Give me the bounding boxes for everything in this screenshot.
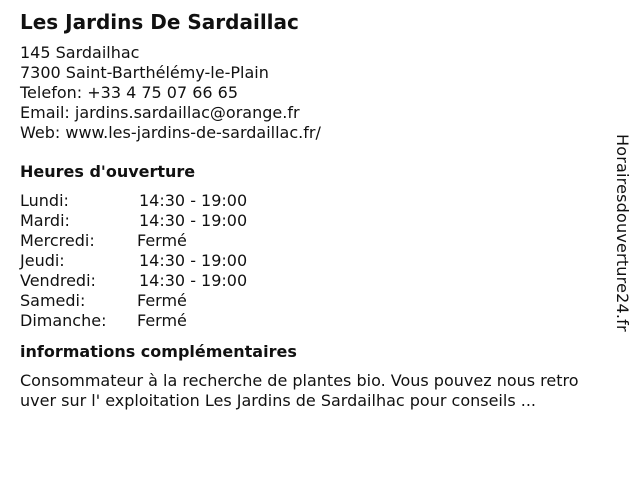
day-label: Mercredi: [20,231,95,250]
website-address: Web: www.les-jardins-de-sardaillac.fr/ [20,123,321,142]
business-card [20,9,620,411]
day-hours: Fermé [137,231,187,250]
day-hours: 14:30 - 19:00 [139,251,248,270]
day-label: Vendredi: [20,271,96,290]
day-label: Dimanche: [20,311,107,330]
city-address: 7300 Saint-Barthélémy-le-Plain [20,63,269,82]
day-hours: 14:30 - 19:00 [139,271,248,290]
phone-number: Telefon: +33 4 75 07 66 65 [20,83,239,102]
day-hours: Fermé [137,291,187,310]
day-hours: Fermé [137,311,187,330]
hours-heading: Heures d'ouverture [20,162,196,181]
hours-row-tuesday [20,211,620,231]
day-hours: 14:30 - 19:00 [139,211,248,230]
info-line: Consommateur à la recherche de plantes bio. Vous pouvez nous retro [20,371,579,390]
hours-table [20,191,620,331]
day-label: Samedi: [20,291,86,310]
contact-block [20,43,620,143]
hours-row-saturday [20,291,620,311]
info-description [20,371,632,411]
day-label: Jeudi: [20,251,65,270]
hours-row-sunday [20,311,620,331]
info-heading: informations complémentaires [20,342,297,361]
hours-row-monday [20,191,620,211]
day-label: Lundi: [20,191,69,210]
info-line: uver sur l' exploitation Les Jardins de Sardailhac pour conseils ... [20,391,536,410]
day-label: Mardi: [20,211,70,230]
site-brand-vertical: Horairesdouverture24.fr [613,134,632,332]
street-address: 145 Sardailhac [20,43,140,62]
email-address: Email: jardins.sardaillac@orange.fr [20,103,300,122]
hours-row-thursday [20,251,620,271]
hours-row-friday [20,271,620,291]
business-name: Les Jardins De Sardaillac [20,10,299,34]
hours-row-wednesday [20,231,620,251]
day-hours: 14:30 - 19:00 [139,191,248,210]
